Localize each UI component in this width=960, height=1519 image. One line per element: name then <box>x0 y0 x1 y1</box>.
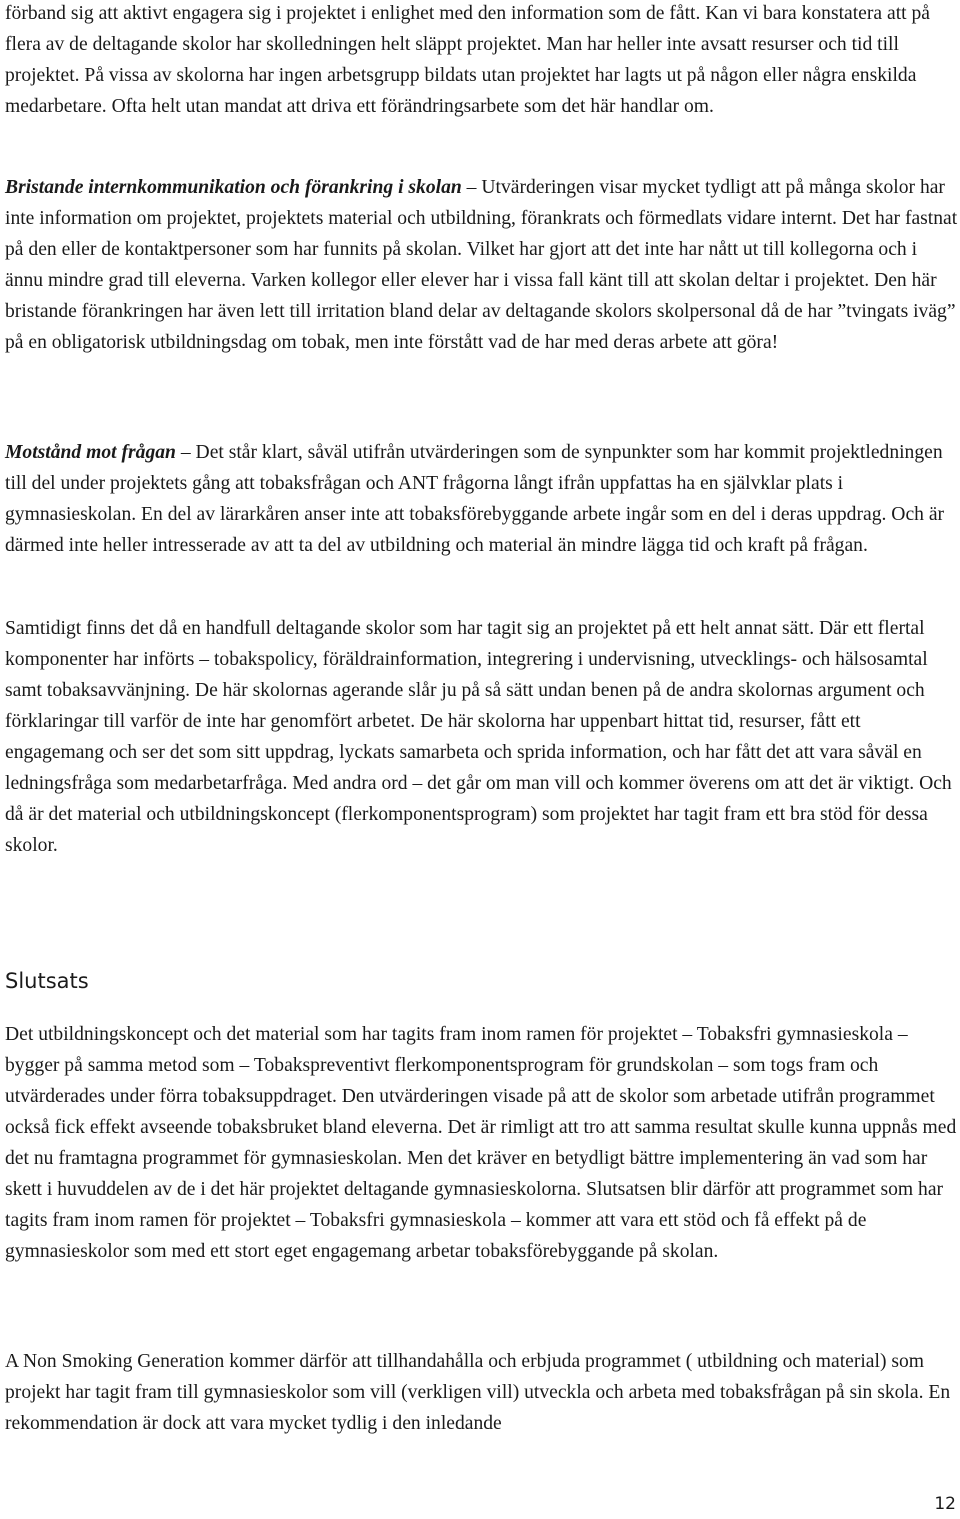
conclusion-paragraph <box>5 1346 960 1439</box>
paragraph-text: A Non Smoking Generation kommer därför att tillhandahålla och erbjuda programmet ( utbildning och material) som projekt har tagit fram till gymnasieskolor som vill (verkligen vill) utveckla och arbeta med tobaksfrågan på sin skola. En rekommendation är dock att vara mycket tydlig i den inledande <box>5 1351 951 1434</box>
paragraph-text: – Utvärderingen visar mycket tydligt att på många skolor har inte information om projektet, projektets material och utbildning, förankrats och förmedlats vidare internt. Det har fastnat på den eller de kontaktpersoner som har funnits på skolan. Vilket har gjort att det inte har nått ut till kollegorna och i ännu mindre grad till eleverna. Varken kollegor eller elever har i vissa fall känt till att skolan deltar i projektet. Den här bristande förankringen har även lett till irritation bland delar av deltagande skolors skolpersonal då de har ”tvingats iväg” på en obligatorisk utbildningsdag om tobak, men inte förstått vad de har med deras arbete att göra! <box>5 177 958 353</box>
paragraph-text: Det utbildningskoncept och det material som har tagits fram inom ramen för projektet – Tobaksfri gymnasieskola – bygger på samma metod som – Tobakspreventivt flerkomponentsprogram för grundskolan – som togs fram och utvärderades under förra tobaksuppdraget. Den utvärderingen visade på att de skolor som arbetade utifrån programmet också fick effekt avseende tobaksbruket bland eleverna. Det är rimligt att tro att samma resultat skulle kunna uppnås med det nu framtagna programmet för gymnasieskolan. Men det kräver en betydligt bättre implementering än vad som har skett i huvuddelen av de i det här projektet deltagande gymnasieskolorna. Slutsatsen blir därför att programmet som har tagits fram inom ramen för projektet – Tobaksfri gymnasieskola – kommer att vara ett stöd och få effekt på de gymnasieskolor som med ett stort eget engagemang arbetar tobaksförebyggande på skolan. <box>5 1024 957 1262</box>
body-paragraph <box>5 437 960 561</box>
page-number: 12 <box>934 1494 956 1514</box>
conclusion-paragraph <box>5 1019 960 1267</box>
body-paragraph <box>5 613 960 861</box>
run-in-heading: Motstånd mot frågan <box>5 442 176 463</box>
body-paragraph <box>5 172 960 358</box>
body-paragraph <box>5 0 960 122</box>
paragraph-text: Samtidigt finns det då en handfull deltagande skolor som har tagit sig an projektet på ett helt annat sätt. Där ett flertal komponenter har införts – tobakspolicy, föräldrainformation, integrering i undervisning, utvecklings- och hälsosamtal samt tobaksavvänjning. De här skolornas agerande slår ju på så sätt undan benen på de andra skolornas argument och förklaringar till varför de inte har genomfört arbetet. De här skolorna har uppenbart hittat tid, resurser, fått ett engagemang och ser det som sitt uppdrag, lyckats samarbeta och sprida information, och har fått det att vara såväl en ledningsfråga som medarbetarfråga. Med andra ord – det går om man vill och kommer överens om att det är viktigt. Och då är det material och utbildningskoncept (flerkomponentsprogram) som projektet har tagit fram ett bra stöd för dessa skolor. <box>5 618 952 856</box>
run-in-heading: Bristande internkommunikation och förankring i skolan <box>5 177 462 198</box>
section-heading: Slutsats <box>5 969 89 993</box>
paragraph-text: – Det står klart, såväl utifrån utvärderingen som de synpunkter som har kommit projektledningen till del under projektets gång att tobaksfrågan och ANT frågorna långt ifrån uppfattas ha en självklar plats i gymnasieskolan. En del av lärarkåren anser inte att tobaksförebyggande arbete ingår som en del i deras uppdrag. Och är därmed inte heller intresserade av att ta del av utbildning och material än mindre lägga tid och kraft på frågan. <box>5 442 945 556</box>
paragraph-text: förband sig att aktivt engagera sig i projektet i enlighet med den information som de fått. Kan vi bara konstatera att på flera av de deltagande skolor har skolledningen helt släppt projektet. Man har heller inte avsatt resurser och tid till projektet. På vissa av skolorna har ingen arbetsgrupp bildats utan projektet har lagts ut på någon eller några enskilda medarbetare. Ofta helt utan mandat att driva ett förändringsarbete som det här handlar om. <box>5 3 930 117</box>
